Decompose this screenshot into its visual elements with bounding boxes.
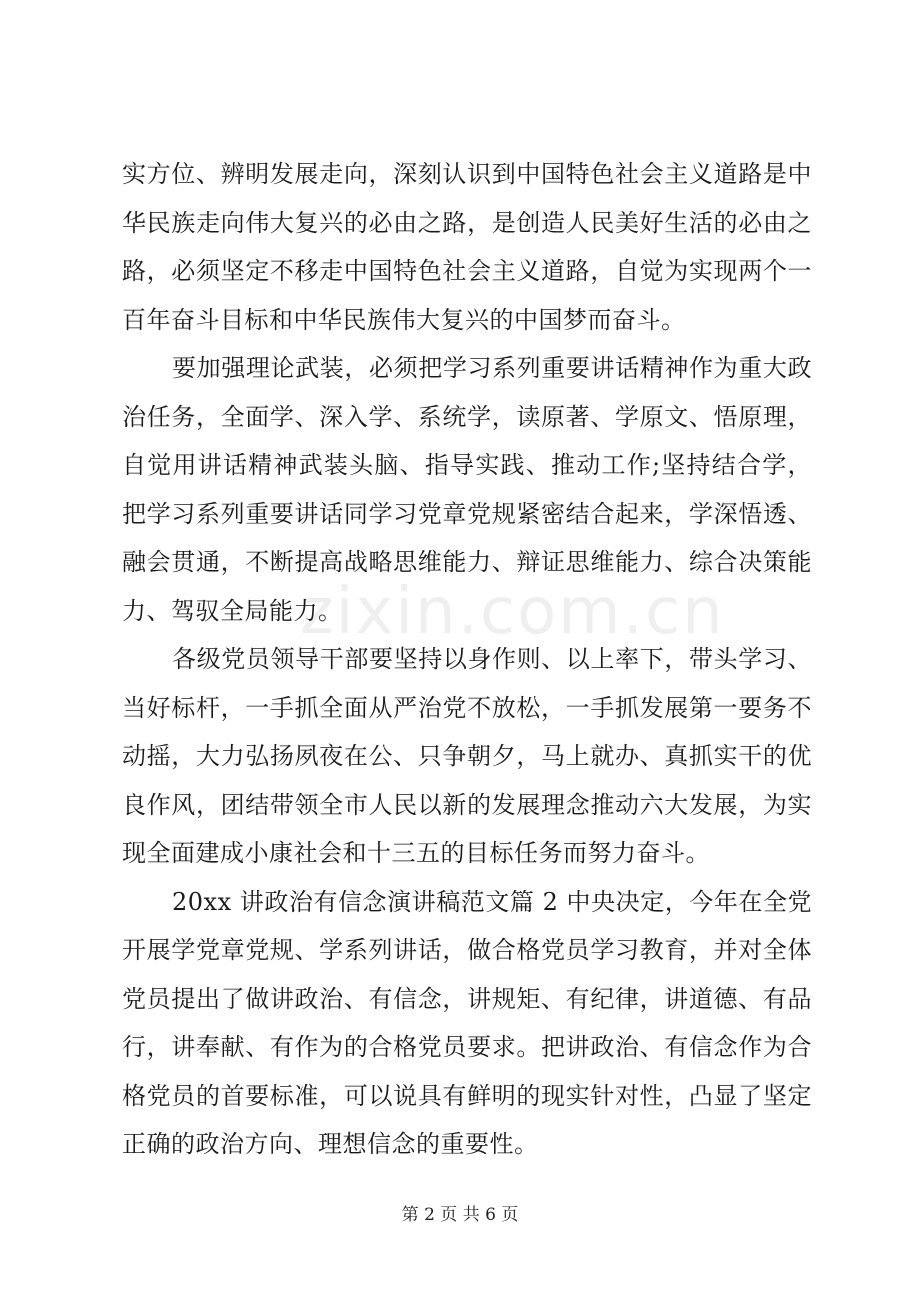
paragraph-line: 格党员的首要标准，可以说具有鲜明的现实针对性，凸显了坚定 xyxy=(122,1081,812,1110)
paragraph-line: 要加强理论武装，必须把学习系列重要讲话精神作为重大政 xyxy=(172,354,812,382)
paragraph-line: 动摇，大力弘扬夙夜在公、只争朝夕，马上就办、真抓实干的优 xyxy=(122,742,812,770)
paragraph-line: 把学习系列重要讲话同学习党章党规紧密结合起来，学深悟透、 xyxy=(122,499,812,528)
paragraph-line: 实方位、辨明发展走向，深刻认识到中国特色社会主义道路是中 xyxy=(122,160,812,188)
paragraph-line: 行，讲奉献、有作为的合格党员要求。把讲政治、有信念作为合 xyxy=(122,1033,812,1061)
paragraph-line: 开展学党章党规、学系列讲话，做合格党员学习教育，并对全体 xyxy=(122,936,812,964)
paragraph-line: 融会贯通，不断提高战略思维能力、辩证思维能力、综合决策能 xyxy=(122,548,812,576)
paragraph-line: 良作风，团结带领全市人民以新的发展理念推动六大发展，为实 xyxy=(122,790,812,819)
paragraph-line: 当好标杆，一手抓全面从严治党不放松，一手抓发展第一要务不 xyxy=(122,693,812,722)
paragraph-line: 20xx 讲政治有信念演讲稿范文篇 2 中央决定，今年在全党 xyxy=(172,887,812,916)
paragraph-line: 华民族走向伟大复兴的必由之路，是创造人民美好生活的必由之 xyxy=(122,208,812,237)
document-body xyxy=(122,150,812,1169)
page-number-footer: 第 2 页 共 6 页 xyxy=(401,1205,519,1225)
paragraph-line: 各级党员领导干部要坚持以身作则、以上率下，带头学习、 xyxy=(172,645,812,673)
paragraph-line: 路，必须坚定不移走中国特色社会主义道路，自觉为实现两个一 xyxy=(122,257,812,285)
paragraph-line: 力、驾驭全局能力。 xyxy=(122,596,343,625)
paragraph-line: 自觉用讲话精神武装头脑、指导实践、推动工作;坚持结合学， xyxy=(122,451,812,479)
paragraph-line: 百年奋斗目标和中华民族伟大复兴的中国梦而奋斗。 xyxy=(122,305,686,334)
paragraph-line: 正确的政治方向、理想信念的重要性。 xyxy=(122,1130,539,1158)
paragraph-line: 党员提出了做讲政治、有信念，讲规矩、有纪律，讲道德、有品 xyxy=(122,984,812,1013)
paragraph-line: 治任务，全面学、深入学、系统学，读原著、学原文、悟原理， xyxy=(122,402,812,431)
paragraph-line: 现全面建成小康社会和十三五的目标任务而努力奋斗。 xyxy=(122,839,710,867)
watermark-logo: zixin.com.cn xyxy=(300,575,725,649)
